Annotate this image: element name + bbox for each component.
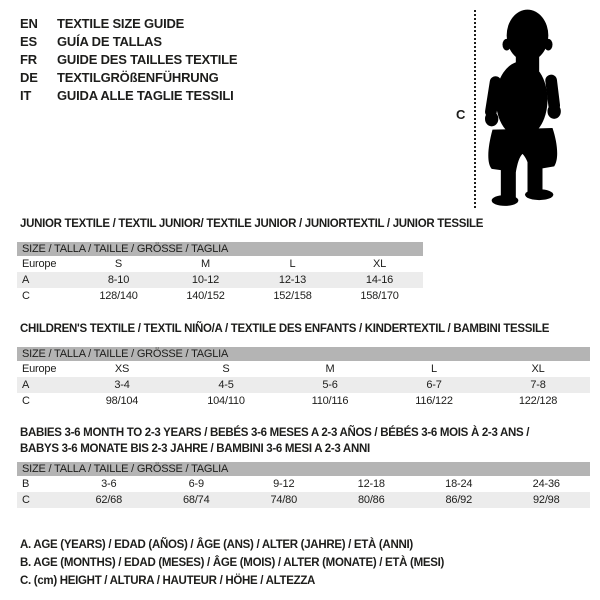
cell: S [222, 363, 230, 375]
language-code: ES [20, 34, 37, 49]
cell: 122/128 [518, 395, 558, 407]
table-row-europe [17, 361, 590, 377]
babies-table-title [20, 425, 529, 457]
cell: 74/80 [240, 492, 328, 508]
cell: 104/110 [207, 395, 245, 407]
guide-title-de: TEXTILGRÖßENFÜHRUNG [57, 70, 219, 85]
cell: 3-4 [70, 377, 174, 393]
footnote-age-years: A. AGE (YEARS) / EDAD (AÑOS) / ÂGE (ANS) / ALTER (JAHRE) / ETÀ (ANNI) [20, 539, 413, 551]
cell: 18-24 [445, 478, 473, 490]
height-label-c: C [456, 107, 466, 122]
cell: 128/140 [99, 290, 138, 302]
guide-title-es: GUÍA DE TALLAS [57, 34, 162, 49]
cell: 14-16 [336, 272, 423, 288]
cell: 10-12 [162, 272, 249, 288]
language-row-fr [20, 51, 237, 69]
cell: 7-8 [486, 377, 590, 393]
babies-size-table [17, 462, 590, 508]
row-label: C [22, 290, 30, 302]
cell: 86/92 [415, 492, 503, 508]
cell: 68/74 [153, 492, 241, 508]
cell: 12-18 [357, 478, 385, 490]
height-dotted-line [474, 10, 476, 208]
cell: XL [372, 258, 387, 270]
cell: L [289, 258, 296, 270]
cell: 6-9 [188, 478, 204, 490]
cell: 92/98 [503, 492, 591, 508]
cell: 110/116 [311, 395, 349, 407]
size-header-bar [17, 462, 590, 476]
children-size-table [17, 347, 590, 409]
cell: 5-6 [278, 377, 382, 393]
babies-title-line2: BABYS 3-6 MONATE BIS 2-3 JAHRE / BAMBINI 3-6 MESI A 2-3 ANNI [20, 443, 370, 455]
table-row-age [17, 377, 590, 393]
cell: L [431, 363, 437, 375]
footnote-age-months: B. AGE (MONTHS) / EDAD (MESES) / ÂGE (MOIS) / ALTER (MONATE) / ETÀ (MESI) [20, 557, 445, 569]
cell: 12-13 [249, 272, 336, 288]
row-label: A [17, 377, 70, 393]
table-row-height [17, 288, 423, 304]
row-label: C [17, 492, 65, 508]
babies-title-line1: BABIES 3-6 MONTH TO 2-3 YEARS / BEBÉS 3-6 MESES A 2-3 AÑOS / BÉBÉS 3-6 MOIS À 2-3 ANS / [20, 427, 530, 439]
guide-title-en: TEXTILE SIZE GUIDE [57, 16, 185, 31]
cell: 9-12 [273, 478, 295, 490]
cell: XS [114, 363, 130, 375]
cell: 62/68 [65, 492, 153, 508]
cell: 158/170 [360, 290, 399, 302]
cell: XL [531, 363, 545, 375]
row-label: Europe [22, 363, 57, 375]
toddler-silhouette-icon [480, 8, 565, 208]
size-header-bar [17, 347, 590, 361]
row-label: Europe [22, 258, 57, 270]
table-row-months [17, 476, 590, 492]
cell: 8-10 [75, 272, 162, 288]
language-code: FR [20, 52, 37, 67]
size-header-label: SIZE / TALLA / TAILLE / GRÖSSE / TAGLIA [17, 347, 590, 361]
cell: 140/152 [186, 290, 225, 302]
cell: S [114, 258, 123, 270]
size-header-label: SIZE / TALLA / TAILLE / GRÖSSE / TAGLIA [17, 242, 423, 256]
language-row-es [20, 33, 237, 51]
cell: 6-7 [382, 377, 486, 393]
children-table-title: CHILDREN'S TEXTILE / TEXTIL NIÑO/A / TEXTILE DES ENFANTS / KINDERTEXTIL / BAMBINI TESSILE [20, 323, 550, 335]
cell: M [201, 258, 210, 270]
table-row-age [17, 272, 423, 288]
junior-size-table [17, 242, 423, 304]
language-code: DE [20, 70, 38, 85]
row-label: B [22, 478, 30, 490]
table-row-height [17, 393, 590, 409]
footnote-height-cm: C. (cm) HEIGHT / ALTURA / HAUTEUR / HÖHE / ALTEZZA [20, 575, 316, 587]
language-row-de [20, 69, 237, 87]
junior-table-title: JUNIOR TEXTILE / TEXTIL JUNIOR/ TEXTILE JUNIOR / JUNIORTEXTIL / JUNIOR TESSILE [20, 218, 484, 230]
cell: M [325, 363, 335, 375]
row-label: C [22, 395, 30, 407]
footnotes [20, 536, 444, 590]
cell: 116/122 [415, 395, 453, 407]
row-label: A [17, 272, 75, 288]
table-row-height [17, 492, 590, 508]
cell: 4-5 [174, 377, 278, 393]
language-row-en [20, 15, 237, 33]
language-header [20, 15, 237, 105]
cell: 80/86 [328, 492, 416, 508]
cell: 24-36 [532, 478, 560, 490]
size-header-label: SIZE / TALLA / TAILLE / GRÖSSE / TAGLIA [17, 462, 590, 476]
cell: 152/158 [273, 290, 312, 302]
language-code: IT [20, 88, 32, 103]
size-header-bar [17, 242, 423, 256]
guide-title-it: GUIDA ALLE TAGLIE TESSILI [57, 88, 234, 103]
table-row-europe [17, 256, 423, 272]
language-row-it [20, 87, 237, 105]
language-code: EN [20, 16, 38, 31]
cell: 3-6 [101, 478, 117, 490]
guide-title-fr: GUIDE DES TAILLES TEXTILE [57, 52, 238, 67]
cell: 98/104 [105, 395, 139, 407]
